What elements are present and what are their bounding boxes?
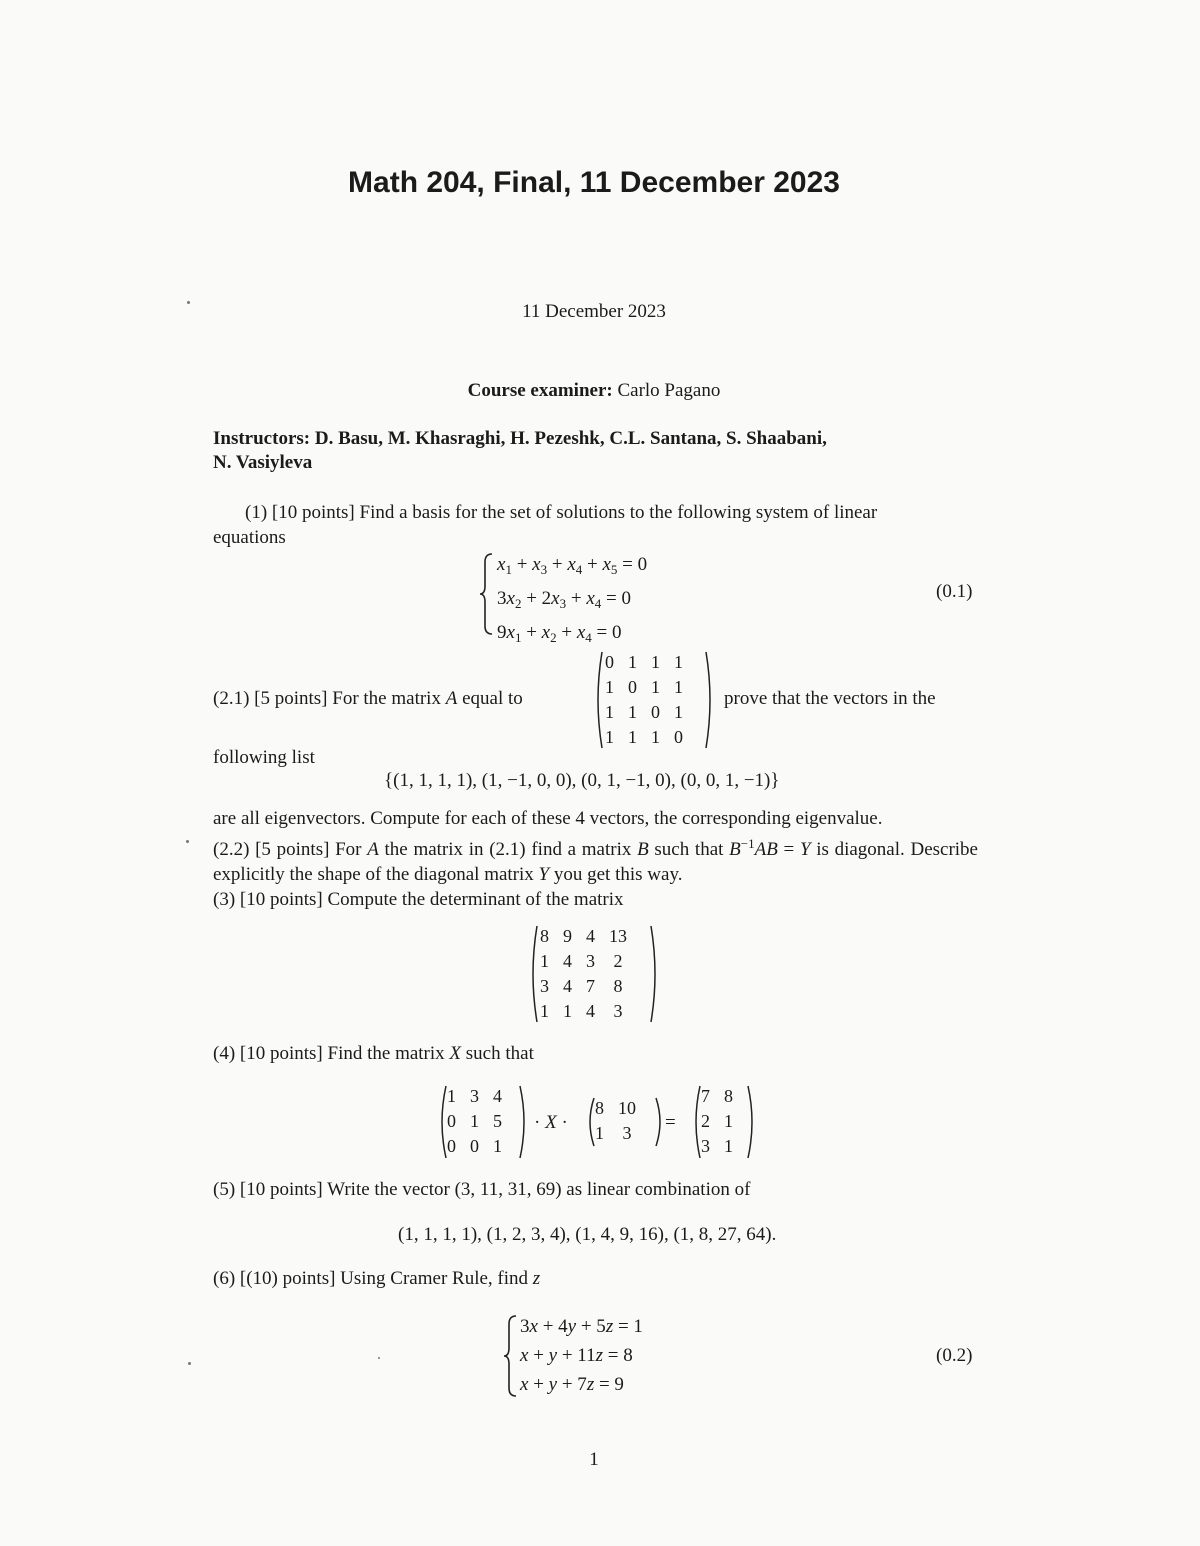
- q21-matrix-row: [598, 675, 690, 700]
- page-number: 1: [589, 1449, 599, 1470]
- q21-text-left: (2.1) [5 points] For the matrix: [213, 688, 441, 709]
- q21-matrix-entry: 1: [628, 702, 637, 722]
- q21-matrix-entry: 1: [674, 677, 683, 697]
- q3-matrix-entry: 1: [540, 951, 549, 971]
- q21-text-mid: equal to: [462, 688, 523, 709]
- q21-after-text: are all eigenvectors. Compute for each of these 4 vectors, the corresponding eigenvalue.: [213, 808, 883, 829]
- scan-speck: [188, 1362, 191, 1365]
- q4-matrix-middle-row: [588, 1121, 643, 1146]
- q21-matrix-entry: 0: [651, 702, 660, 722]
- q21-matrix-entry: 0: [605, 652, 614, 672]
- q22-text: (2.2) [5 points] For A the matrix in (2.1) find a matrix B such that $B^{-1}AB = Y$ is diagonal. Describe explicitly the shape of the diagonal matrix Y you get this way.: [213, 836, 978, 885]
- q3-matrix-entry: 4: [563, 951, 572, 971]
- q3-text: (3) [10 points] Compute the determinant of the matrix: [213, 889, 624, 910]
- q3-matrix-row: [533, 999, 634, 1024]
- q4-matrix-right-entry: 3: [701, 1136, 710, 1156]
- q21-matrix-entry: 1: [628, 652, 637, 672]
- q3-matrix-entry: 1: [540, 1001, 549, 1021]
- q4-matrix-middle-entry: 8: [595, 1098, 604, 1118]
- q3-matrix-entry: 1: [563, 1001, 572, 1021]
- q21-matrix-entry: 1: [605, 677, 614, 697]
- q21-matrix-entry: 1: [651, 727, 660, 747]
- q21-matrix-entry: 1: [651, 652, 660, 672]
- q1-equation-2: $3x_2 + 2x_3 + x_4 = 0$: [497, 588, 631, 611]
- q3-matrix-entry: 7: [586, 976, 595, 996]
- q4-matrix-right-entry: 1: [724, 1111, 733, 1131]
- instructors-line-2: N. Vasiyleva: [213, 452, 313, 473]
- q21-matrix-entry: 1: [674, 702, 683, 722]
- q6-equation-number: (0.2): [936, 1345, 973, 1366]
- q21-matrix-row: [598, 650, 690, 675]
- q3-matrix: [527, 924, 634, 1024]
- q4-matrix-left-entry: 3: [470, 1086, 479, 1106]
- q3-matrix-row: [533, 924, 634, 949]
- q6-equation-2: x + y + 11z = 8: [520, 1345, 633, 1366]
- q4-matrix-left-entry: 0: [447, 1136, 456, 1156]
- q6-equation-system: [520, 1312, 643, 1399]
- q21-matrix-row: [598, 700, 690, 725]
- q1-text-cont: equations: [213, 527, 286, 548]
- q4-matrix-left-entry: 5: [493, 1111, 502, 1131]
- q1-equation-system: [497, 550, 647, 652]
- q4-matrix-left-entry: 4: [493, 1086, 502, 1106]
- q4-matrix-left-row: [440, 1084, 509, 1109]
- q4-matrix-middle-entry: 10: [618, 1098, 636, 1118]
- q4-matrix-left-row: [440, 1134, 509, 1159]
- q4-matrix-left-entry: 1: [447, 1086, 456, 1106]
- q4-matrix-right: [690, 1084, 740, 1159]
- q3-matrix-entry: 4: [586, 1001, 595, 1021]
- q2-block: [213, 806, 978, 912]
- q21-matrix-entry: 0: [674, 727, 683, 747]
- q21-following: following list: [213, 747, 315, 768]
- q4-matrix-left-row: [440, 1109, 509, 1134]
- q6-equation-1: 3x + 4y + 5z = 1: [520, 1316, 643, 1337]
- q4-matrix-middle-entry: 3: [622, 1123, 632, 1143]
- q4-matrix-left-entry: 0: [447, 1111, 456, 1131]
- q1-equation-1: $x_1 + x_3 + x_4 + x_5 = 0$: [497, 554, 648, 577]
- exam-date: 11 December 2023: [522, 301, 666, 322]
- q6-text: (6) [(10) points] Using Cramer Rule, find z: [213, 1268, 541, 1289]
- q3-matrix-entry: 3: [586, 951, 595, 971]
- q21-matrix-entry: 1: [651, 677, 660, 697]
- q21-matrix-entry: 1: [674, 652, 683, 672]
- q3-matrix-entry: 8: [613, 976, 623, 996]
- q1-text: (1) [10 points] Find a basis for the set of solutions to the following system of linear: [245, 502, 878, 523]
- q3-matrix-entry: 3: [540, 976, 549, 996]
- q3-matrix-entry: 8: [540, 926, 549, 946]
- q3-matrix-entry: 4: [563, 976, 572, 996]
- course-examiner: [0, 378, 1188, 404]
- q21-matrix-row: [598, 725, 690, 750]
- examiner-label: Course examiner:: [467, 380, 613, 401]
- q3-matrix-entry: 4: [586, 926, 595, 946]
- q3-matrix-entry: 3: [613, 1001, 623, 1021]
- exam-title: Math 204, Final, 11 December 2023: [348, 166, 840, 199]
- q21-matrix-entry: 0: [628, 677, 637, 697]
- q21-matrix-entry: 1: [605, 727, 614, 747]
- q5-text: (5) [10 points] Write the vector (3, 11, 31, 69) as linear combination of: [213, 1179, 751, 1200]
- q3-matrix-entry: 2: [613, 951, 623, 971]
- q4-matrix-left: [436, 1084, 509, 1159]
- q4-times-x: · X ·: [534, 1112, 568, 1133]
- examiner-name: Carlo Pagano: [617, 380, 721, 401]
- q4-matrix-right-entry: 8: [724, 1086, 733, 1106]
- q4-matrix-middle: [584, 1096, 643, 1146]
- scan-speck: [186, 840, 189, 843]
- q3-matrix-entry: 13: [609, 926, 627, 946]
- q1-equation-number: (0.1): [936, 581, 973, 602]
- q4-equals: =: [665, 1112, 676, 1133]
- scan-speck: [187, 301, 190, 304]
- q4-matrix-middle-entry: 1: [595, 1123, 604, 1143]
- q21-matrix-entry: 1: [628, 727, 637, 747]
- q21-text-right: prove that the vectors in the: [724, 688, 936, 709]
- q4-text: (4) [10 points] Find the matrix X such that: [213, 1043, 534, 1064]
- q4-matrix-left-entry: 1: [470, 1111, 479, 1131]
- q1-equation-3: $9x_1 + x_2 + x_4 = 0$: [497, 622, 622, 645]
- q21-matrix-entry: 1: [605, 702, 614, 722]
- q4-matrix-right-entry: 2: [701, 1111, 710, 1131]
- q4-matrix-middle-row: [588, 1096, 643, 1121]
- q5-vectors: (1, 1, 1, 1), (1, 2, 3, 4), (1, 4, 9, 16), (1, 8, 27, 64).: [398, 1224, 777, 1245]
- q3-matrix-row: [533, 949, 634, 974]
- q4-matrix-left-entry: 1: [493, 1136, 502, 1156]
- q6-brace: [502, 1314, 518, 1398]
- q6-equation-3: x + y + 7z = 9: [520, 1374, 624, 1395]
- instructors-line-1: Instructors: D. Basu, M. Khasraghi, H. Pezeshk, C.L. Santana, S. Shaabani,: [213, 428, 827, 449]
- q4-matrix-right-entry: 1: [724, 1136, 733, 1156]
- scan-speck: [378, 1357, 380, 1359]
- q21-vector-list: {(1, 1, 1, 1), (1, −1, 0, 0), (0, 1, −1, 0), (0, 0, 1, −1)}: [384, 770, 780, 791]
- q3-matrix-entry: 9: [563, 926, 572, 946]
- q4-matrix-left-entry: 0: [470, 1136, 479, 1156]
- q21-text: (2.1) [5 points] For the matrix A equal to: [213, 688, 523, 709]
- q3-matrix-row: [533, 974, 634, 999]
- q4-matrix-right-entry: 7: [701, 1086, 710, 1106]
- q1-brace: [478, 552, 494, 636]
- q21-matrix: [592, 650, 690, 750]
